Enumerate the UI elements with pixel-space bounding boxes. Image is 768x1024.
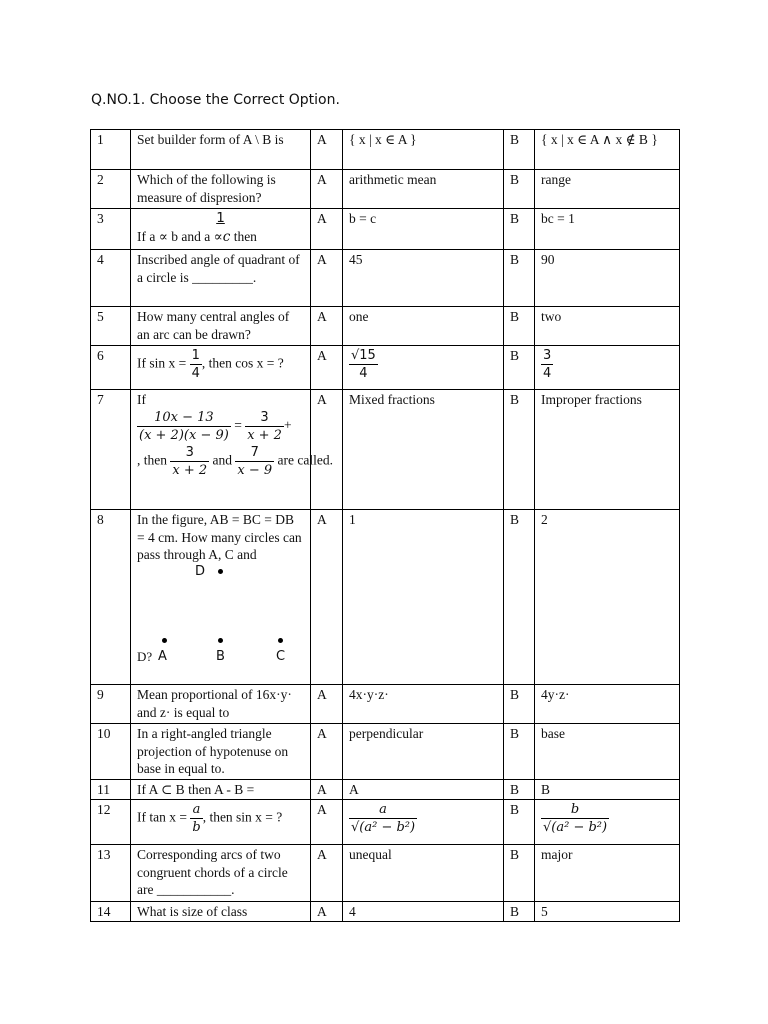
question-text: If A ⊂ B then A - B = [131,780,311,800]
option-b-value [535,346,680,390]
option-b-label: B [504,390,535,510]
option-b-value: bc = 1 [535,209,680,250]
question-number: 9 [91,685,131,724]
option-b-value: range [535,170,680,209]
point-label-b: B [216,648,225,664]
table-row [91,845,680,902]
question-text-pre: If sin x = [137,355,190,371]
question-text: In a right-angled triangle projection of hypotenuse on base in equal to. [131,724,311,780]
point-label-d: D [195,563,206,579]
option-a-label: A [311,800,343,845]
question-number: 4 [91,250,131,307]
point-d-dot [218,569,223,574]
option-a-value: perpendicular [343,724,504,780]
point-label-c: C [276,648,286,664]
question-text: What is size of class [131,902,311,922]
table-row [91,780,680,800]
option-a-label: A [311,130,343,170]
option-a-value: b = c [343,209,504,250]
option-b-value: two [535,307,680,346]
option-b-label: B [504,780,535,800]
question-text-post: , then cos x = ? [201,355,284,371]
fraction [235,444,274,479]
question-number: 8 [91,510,131,685]
question-number: 2 [91,170,131,209]
question-text-post: then [230,228,257,244]
option-b-label: B [504,902,535,922]
question-number: 12 [91,800,131,845]
fraction-denominator: 4 [359,366,368,381]
question-text [131,346,311,390]
table-row [91,724,680,780]
option-b-value: 4y·z· [535,685,680,724]
option-a-label: A [311,209,343,250]
option-a-label: A [311,390,343,510]
fraction-numerator: b [541,801,609,819]
point-a-dot [162,638,167,643]
option-b-label: B [504,800,535,845]
fraction-numerator: 1 [216,210,225,226]
table-row [91,250,680,307]
option-b-value [535,800,680,845]
question-text: How many central angles of an arc can be drawn? [131,307,311,346]
option-a-label: A [311,845,343,902]
question-text: Mean proportional of 16x·y· and z· is equal to [131,685,311,724]
option-a-label: A [311,724,343,780]
option-a-value [343,346,504,390]
option-b-value: { x | x ∈ A ∧ x ∉ B } [535,130,680,170]
option-a-value: 45 [343,250,504,307]
option-b-label: B [504,510,535,685]
fraction [170,444,209,479]
question-text-body: In the figure, AB = BC = DB = 4 cm. How many circles can pass through A, C and [137,512,302,562]
fraction [190,801,202,836]
question-text [131,800,311,845]
option-a-label: A [311,346,343,390]
option-a-label: A [311,510,343,685]
equals-sign: = [234,417,242,433]
fraction-numerator: 1 [191,348,200,363]
question-number: 10 [91,724,131,780]
question-text-if: If [137,392,146,407]
fraction-numerator: 3 [170,444,209,462]
question-text: Set builder form of A \ B is [131,130,311,170]
option-a-value: arithmetic mean [343,170,504,209]
option-b-label: B [504,250,535,307]
table-row [91,510,680,685]
option-b-label: B [504,170,535,209]
fraction [190,347,202,382]
fraction [349,801,417,836]
page-title: Q.NO.1. Choose the Correct Option. [91,92,340,108]
table-row [91,209,680,250]
question-text-pre: If tan x = [137,809,191,825]
fraction-denominator: √(a² − b²) [351,820,416,835]
option-b-value: 2 [535,510,680,685]
question-text: Corresponding arcs of two congruent chords of a circle are ___________. [131,845,311,902]
question-text-end: D? [137,648,153,664]
fraction-numerator: a [349,801,417,819]
question-number: 1 [91,130,131,170]
fraction-numerator: 3 [543,348,552,363]
fraction-denominator: b [192,820,201,835]
table-row [91,307,680,346]
question-text-and: and [209,452,236,468]
option-a-value: one [343,307,504,346]
question-text [131,209,311,250]
question-number: 11 [91,780,131,800]
point-b-dot [218,638,223,643]
table-row [91,685,680,724]
fraction [245,409,284,444]
option-a-value: 4 [343,902,504,922]
question-number: 7 [91,390,131,510]
option-b-label: B [504,845,535,902]
option-b-label: B [504,209,535,250]
table-row [91,346,680,390]
option-a-value [343,800,504,845]
table-row [91,170,680,209]
question-text [131,510,311,685]
table-row [91,800,680,845]
option-b-value: base [535,724,680,780]
question-text-pre: If a ∝ b and a ∝ [137,228,223,244]
option-a-label: A [311,780,343,800]
question-number: 5 [91,307,131,346]
question-text-post: , then sin x = ? [202,809,283,825]
plus-sign: + [283,417,292,433]
fraction-denominator: 4 [191,366,200,381]
option-b-value: B [535,780,680,800]
option-a-label: A [311,170,343,209]
question-text [131,390,333,510]
fraction-numerator: 7 [235,444,274,462]
option-a-value: { x | x ∈ A } [343,130,504,170]
fraction-denominator: x + 2 [247,427,282,443]
option-a-label: A [311,685,343,724]
fraction-denominator: x + 2 [172,462,208,478]
option-a-value: unequal [343,845,504,902]
fraction-denominator: (x + 2)(x − 9) [139,427,229,443]
option-b-label: B [504,346,535,390]
fraction [137,409,231,444]
point-label-a: A [158,648,167,664]
table-row [91,902,680,922]
option-b-value: 5 [535,902,680,922]
fraction [349,347,378,382]
fraction-numerator: a [190,801,202,819]
question-text: Which of the following is measure of dispresion? [131,170,311,209]
question-number: 13 [91,845,131,902]
fraction-denominator: √(a² − b²) [543,820,608,835]
fraction [541,801,609,836]
option-b-value: 90 [535,250,680,307]
option-b-label: B [504,724,535,780]
option-b-label: B [504,685,535,724]
option-b-value: Improper fractions [535,390,680,510]
fraction-denominator: x − 9 [237,462,273,478]
option-b-label: B [504,130,535,170]
question-text: Inscribed angle of quadrant of a circle is _________. [131,250,311,307]
question-number: 14 [91,902,131,922]
option-a-value: Mixed fractions [343,390,504,510]
option-b-value: major [535,845,680,902]
option-b-label: B [504,307,535,346]
option-a-label: A [311,250,343,307]
table-row [91,130,680,170]
question-number: 6 [91,346,131,390]
option-a-value: 4x·y·z· [343,685,504,724]
question-text-then: , then [137,452,167,468]
fraction-numerator: 3 [245,409,284,427]
question-number: 3 [91,209,131,250]
option-a-value: 1 [343,510,504,685]
fraction-denominator: 4 [543,366,552,381]
option-a-label: A [311,307,343,346]
fraction [541,347,553,382]
question-table [90,129,680,922]
math-variable: c [222,228,231,245]
fraction-numerator: √15 [351,348,376,363]
option-a-value: A [343,780,504,800]
geometry-figure [137,564,304,669]
point-c-dot [278,638,283,643]
fraction-numerator: 10x − 13 [137,409,231,427]
table-row [91,390,680,510]
question-text-end: are called. [274,452,333,468]
option-a-label: A [311,902,343,922]
